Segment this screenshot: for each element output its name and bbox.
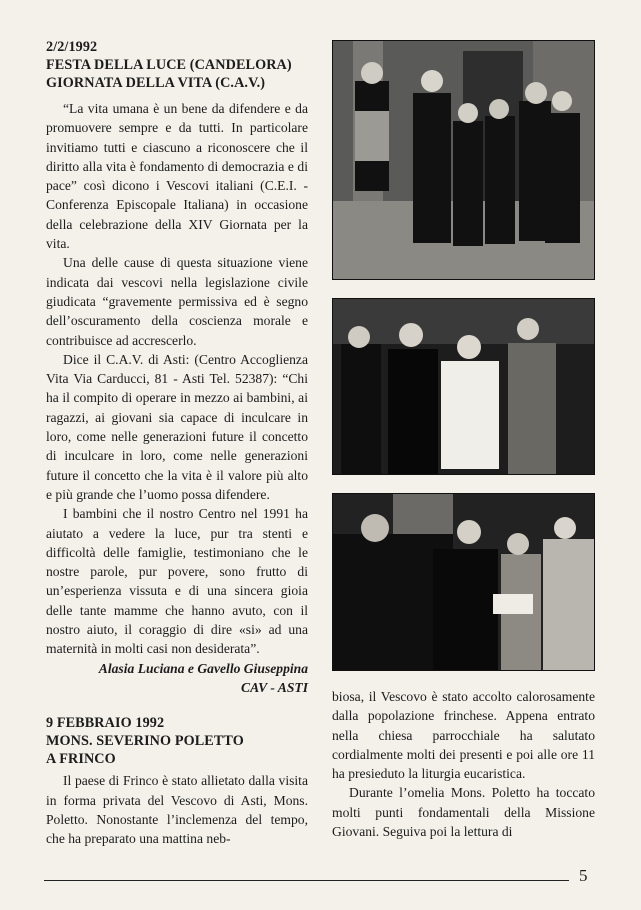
right-text-column	[332, 687, 595, 841]
left-column	[46, 38, 308, 848]
article1-signature: Alasia Luciana e Gavello Giuseppina	[98, 660, 308, 676]
article1-paragraph-3: Dice il C.A.V. di Asti: (Centro Accoglienza Vita Via Carducci, 81 - Asti Tel. 52387): “Chi ha il compito di operare in mezzo ai bambini, ai ragazzi, ai giovani sia capace di inculcare in loro, come nelle generazioni future il concetto di inculcare in loro, come nelle generazioni future il concetto che la vita è il valore più alto e più grande che l’uomo possa difendere.	[46, 351, 308, 502]
church-crowd-photo	[332, 493, 595, 671]
article2-paragraph-1: Il paese di Frinco è stato allietato dalla visita in forma privata del Vescovo di Asti, Mons. Poletto. Nonostante l’inclemenza del tempo, che ha preparato una mattina neb-	[46, 773, 308, 847]
article2-paragraph-2: biosa, il Vescovo è stato accolto calorosamente dalla popolazione frinchese. Appena entrato nella chiesa parrocchiale ha salutato cordialmente molti dei presenti e poi alle ore 11 ha presieduto la liturgia eucaristica.	[332, 689, 595, 782]
photo-column	[332, 40, 595, 671]
page-number: 5	[579, 866, 588, 885]
footer-rule	[44, 880, 569, 881]
article1-paragraph-2: Una delle cause di questa situazione viene indicata dai vescovi nella legislazione civile giudicata “gravemente permissiva ed è segno dell’oscuramento della coscienza morale e contribuisce ad accrescerlo.	[46, 255, 308, 348]
article2-paragraph-3: Durante l’omelia Mons. Poletto ha toccato molti punti fondamentali della Missione Giovani. Seguiva poi la lettura di	[332, 785, 595, 840]
article1-title-line2: GIORNATA DELLA VITA (C.A.V.)	[46, 75, 266, 91]
article2-date: 9 FEBBRAIO 1992	[46, 715, 165, 732]
article1-paragraph-1: “La vita umana è un bene da difendere e da promuovere sempre e da tutti. In particolare invitiamo tutti e ciascuno a riconoscere che il diritto alla vita è fondamento di democrazia e di pace” così dicono i Vescovi italiani (C.E.I. - Conferenza Episcopale Italiana) in occasione della celebrazione della XIV Giornata per la vita.	[46, 101, 308, 252]
group-photo	[332, 40, 595, 280]
bishop-photo	[332, 298, 595, 475]
article2-title-line2: A FRINCO	[46, 751, 116, 768]
article1-date: 2/2/1992	[46, 39, 98, 55]
article1-title-line1: FESTA DELLA LUCE (CANDELORA)	[46, 57, 292, 73]
article1-paragraph-4: I bambini che il nostro Centro nel 1991 ha aiutato a vedere la luce, pur tra stenti e difficoltà delle famiglie, testimoniano che le nostre parole, pur povere, sono frutto di un’esperienza vissuta e di una sincera gioia delle tante mamme che hanno avuto, con il nostro aiuto, il coraggio di dire «si» ad una maternità in molti casi non desiderata”.	[46, 506, 308, 657]
article1-signature-org: CAV - ASTI	[241, 679, 308, 695]
article2-title-line1: MONS. SEVERINO POLETTO	[46, 733, 244, 750]
